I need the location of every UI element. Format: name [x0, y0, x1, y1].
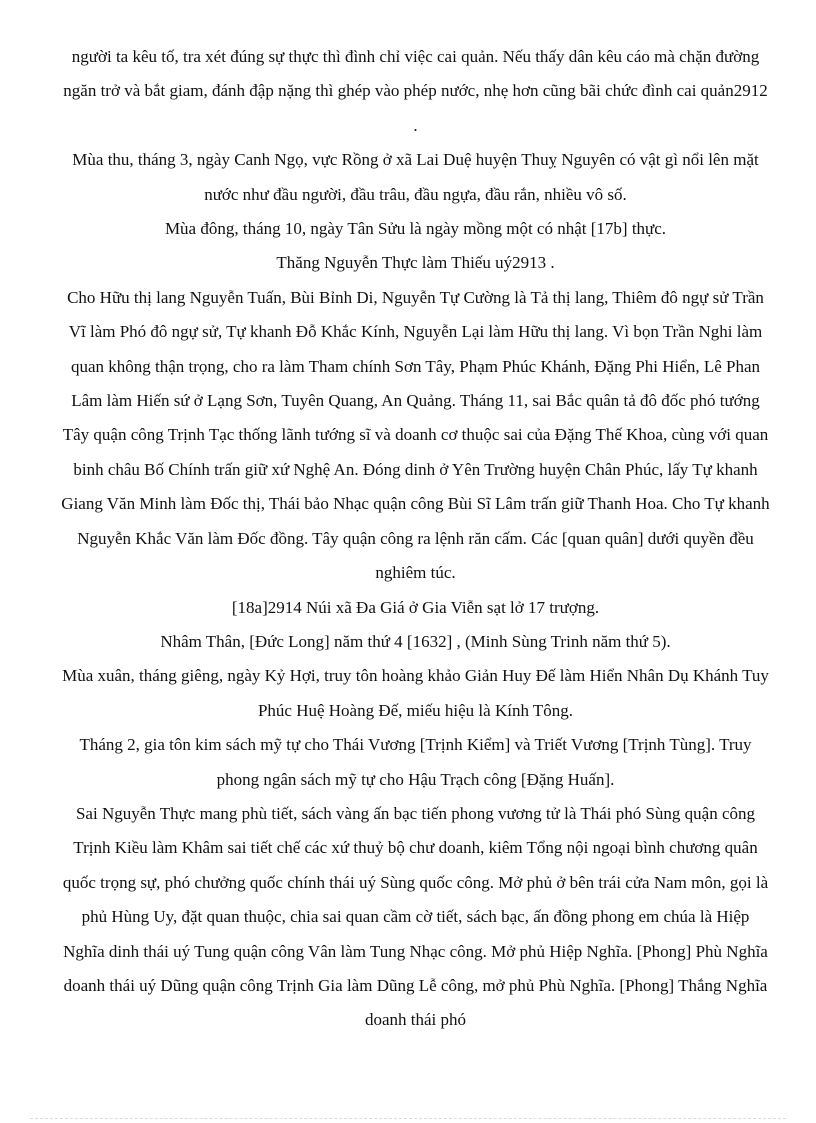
paragraph: người ta kêu tố, tra xét đúng sự thực thì đình chỉ việc cai quản. Nếu thấy dân kêu cáo mà chặn đường ngăn trở và bắt giam, đánh đập nặng thì ghép vào phép nước, nhẹ hơn cũng bãi chức đình cai quản2912 .	[63, 47, 768, 135]
paragraph: Nhâm Thân, [Đức Long] năm thứ 4 [1632] , (Minh Sùng Trinh năm thứ 5).	[160, 631, 671, 651]
page-bottom-divider	[30, 1118, 786, 1119]
document-page	[60, 40, 771, 1038]
paragraph: Thăng Nguyễn Thực làm Thiếu uý2913 .	[276, 253, 555, 273]
paragraph: Mùa xuân, tháng giêng, ngày Kỷ Hợi, truy tôn hoàng khảo Giản Huy Đế làm Hiển Nhân Dụ Khánh Tuy Phúc Huệ Hoàng Đế, miếu hiệu là Kính Tông.	[62, 666, 769, 720]
paragraph: [18a]2914 Núi xã Đa Giá ở Gia Viễn sạt lở 17 trượng.	[231, 597, 600, 617]
paragraph: Tháng 2, gia tôn kim sách mỹ tự cho Thái Vương [Trịnh Kiểm] và Triết Vương [Trịnh Tùng]. Truy phong ngân sách mỹ tự cho Hậu Trạch công [Đặng Huấn].	[79, 735, 752, 789]
paragraph: Sai Nguyễn Thực mang phù tiết, sách vàng ấn bạc tiến phong vương tử là Thái phó Sùng quận công Trịnh Kiều làm Khâm sai tiết chế các xứ thuỷ bộ chư doanh, kiêm Tổng nội ngoại bình chương quân quốc trọng sự, phó chưởng quốc chính thái uý Sùng quốc công. Mở phủ ở bên trái cửa Nam môn, gọi là phủ Hùng Uy, đặt quan thuộc, chia sai quan cầm cờ tiết, sách bạc, ấn đồng phong em chúa là Hiệp Nghĩa dinh thái uý Tung quận công Vân làm Tung Nhạc công. Mở phủ Hiệp Nghĩa. [Phong] Phù Nghĩa doanh thái uý Dũng quận công Trịnh Gia làm Dũng Lễ công, mở phủ Phù Nghĩa. [Phong] Thắng Nghĩa doanh thái phó	[62, 803, 769, 1030]
paragraph: Mùa đông, tháng 10, ngày Tân Sửu là ngày mồng một có nhật [17b] thực.	[164, 219, 667, 239]
paragraph: Cho Hữu thị lang Nguyễn Tuấn, Bùi Bỉnh Di, Nguyễn Tự Cường là Tả thị lang, Thiêm đô ngự sử Trần Vĩ làm Phó đô ngự sử, Tự khanh Đỗ Khắc Kính, Nguyễn Lại làm Hữu thị lang. Vì bọn Trần Nghi làm quan không thận trọng, cho ra làm Tham chính Sơn Tây, Phạm Phúc Khánh, Đặng Phi Hiển, Lê Phan Lâm làm Hiến sứ ở Lạng Sơn, Tuyên Quang, An Quảng. Tháng 11, sai Bắc quân tả đô đốc phó tướng Tây quận công Trịnh Tạc thống lãnh tướng sĩ và doanh cơ thuộc sai của Đặng Thế Khoa, cùng với quan binh châu Bố Chính trấn giữ xứ Nghệ An. Đóng dinh ở Yên Trường huyện Chân Phúc, lấy Tự khanh Giang Văn Minh làm Đốc thị, Thái bảo Nhạc quận công Bùi Sĩ Lâm trấn giữ Thanh Hoa. Cho Tự khanh Nguyễn Khắc Văn làm Đốc đồng. Tây quận công ra lệnh răn cấm. Các [quan quân] dưới quyền đều nghiêm túc.	[61, 287, 770, 583]
paragraph: Mùa thu, tháng 3, ngày Canh Ngọ, vực Rồng ở xã Lai Duệ huyện Thuỵ Nguyên có vật gì nổi lên mặt nước như đầu người, đầu trâu, đầu ngựa, đầu rắn, nhiều vô số.	[72, 150, 759, 204]
